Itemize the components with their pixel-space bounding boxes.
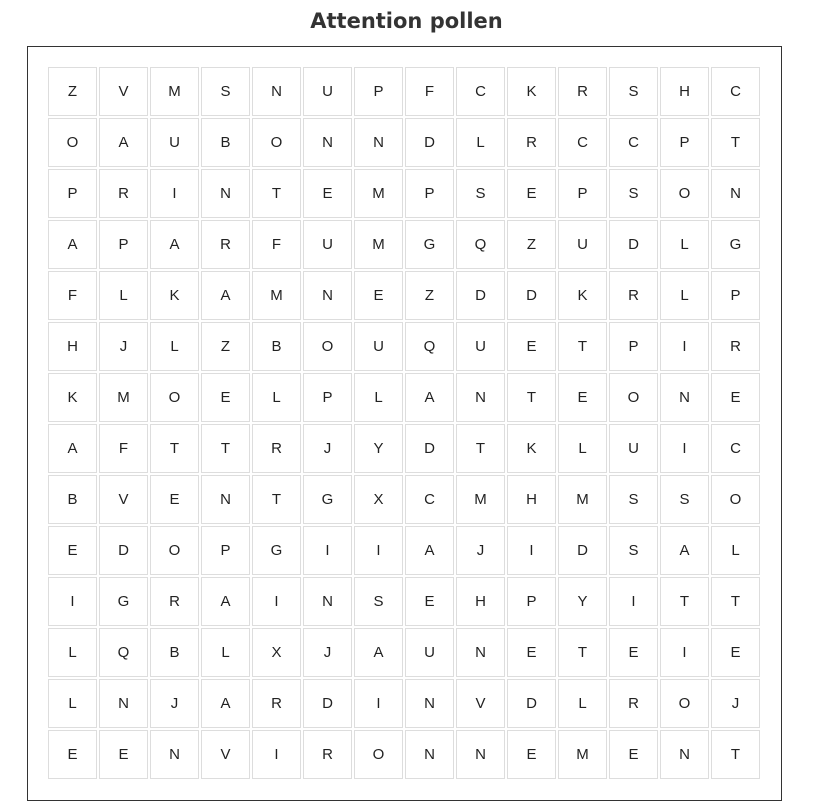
- grid-cell[interactable]: S: [609, 67, 658, 116]
- grid-cell[interactable]: T: [711, 577, 760, 626]
- grid-cell[interactable]: N: [303, 271, 352, 320]
- grid-cell[interactable]: L: [711, 526, 760, 575]
- grid-cell[interactable]: I: [252, 730, 301, 779]
- grid-cell[interactable]: D: [99, 526, 148, 575]
- grid-cell[interactable]: O: [150, 526, 199, 575]
- grid-cell[interactable]: I: [609, 577, 658, 626]
- grid-cell[interactable]: M: [252, 271, 301, 320]
- grid-cell[interactable]: K: [507, 67, 556, 116]
- grid-cell[interactable]: T: [711, 730, 760, 779]
- grid-cell[interactable]: J: [456, 526, 505, 575]
- grid-cell[interactable]: O: [252, 118, 301, 167]
- grid-cell[interactable]: H: [48, 322, 97, 371]
- grid-cell[interactable]: P: [558, 169, 607, 218]
- grid-cell[interactable]: R: [507, 118, 556, 167]
- grid-cell[interactable]: G: [405, 220, 454, 269]
- grid-cell[interactable]: E: [609, 730, 658, 779]
- grid-cell[interactable]: P: [48, 169, 97, 218]
- grid-cell[interactable]: U: [354, 322, 403, 371]
- grid-cell[interactable]: E: [711, 628, 760, 677]
- grid-cell[interactable]: O: [609, 373, 658, 422]
- grid-cell[interactable]: I: [48, 577, 97, 626]
- grid-cell[interactable]: P: [201, 526, 250, 575]
- grid-cell[interactable]: T: [150, 424, 199, 473]
- grid-cell[interactable]: P: [99, 220, 148, 269]
- grid-cell[interactable]: S: [354, 577, 403, 626]
- grid-cell[interactable]: N: [456, 730, 505, 779]
- grid-cell[interactable]: K: [558, 271, 607, 320]
- grid-cell[interactable]: O: [660, 679, 709, 728]
- grid-cell[interactable]: N: [354, 118, 403, 167]
- grid-cell[interactable]: B: [252, 322, 301, 371]
- grid-cell[interactable]: S: [609, 169, 658, 218]
- grid-cell[interactable]: A: [150, 220, 199, 269]
- grid-cell[interactable]: G: [252, 526, 301, 575]
- grid-cell[interactable]: Q: [99, 628, 148, 677]
- grid-cell[interactable]: T: [660, 577, 709, 626]
- grid-cell[interactable]: A: [201, 577, 250, 626]
- grid-cell[interactable]: E: [201, 373, 250, 422]
- grid-cell[interactable]: V: [201, 730, 250, 779]
- grid-cell[interactable]: Q: [456, 220, 505, 269]
- grid-cell[interactable]: L: [558, 424, 607, 473]
- grid-cell[interactable]: A: [405, 373, 454, 422]
- grid-cell[interactable]: N: [456, 373, 505, 422]
- grid-cell[interactable]: I: [660, 424, 709, 473]
- grid-cell[interactable]: M: [99, 373, 148, 422]
- grid-cell[interactable]: C: [405, 475, 454, 524]
- grid-cell[interactable]: J: [150, 679, 199, 728]
- grid-cell[interactable]: S: [609, 475, 658, 524]
- grid-cell[interactable]: I: [660, 322, 709, 371]
- grid-cell[interactable]: D: [303, 679, 352, 728]
- grid-cell[interactable]: O: [150, 373, 199, 422]
- grid-cell[interactable]: R: [558, 67, 607, 116]
- grid-cell[interactable]: R: [201, 220, 250, 269]
- grid-cell[interactable]: O: [354, 730, 403, 779]
- grid-cell[interactable]: J: [711, 679, 760, 728]
- grid-cell[interactable]: O: [303, 322, 352, 371]
- grid-cell[interactable]: N: [405, 679, 454, 728]
- grid-cell[interactable]: K: [48, 373, 97, 422]
- grid-cell[interactable]: N: [303, 118, 352, 167]
- grid-cell[interactable]: M: [558, 475, 607, 524]
- grid-cell[interactable]: K: [150, 271, 199, 320]
- grid-cell[interactable]: Y: [354, 424, 403, 473]
- grid-cell[interactable]: E: [711, 373, 760, 422]
- grid-cell[interactable]: I: [252, 577, 301, 626]
- grid-cell[interactable]: L: [660, 220, 709, 269]
- grid-cell[interactable]: D: [456, 271, 505, 320]
- grid-cell[interactable]: N: [201, 475, 250, 524]
- grid-cell[interactable]: O: [660, 169, 709, 218]
- grid-cell[interactable]: M: [150, 67, 199, 116]
- grid-cell[interactable]: B: [48, 475, 97, 524]
- grid-cell[interactable]: V: [99, 475, 148, 524]
- grid-cell[interactable]: G: [303, 475, 352, 524]
- grid-cell[interactable]: P: [405, 169, 454, 218]
- grid-cell[interactable]: E: [507, 322, 556, 371]
- grid-cell[interactable]: V: [456, 679, 505, 728]
- grid-cell[interactable]: A: [405, 526, 454, 575]
- grid-cell[interactable]: P: [711, 271, 760, 320]
- grid-cell[interactable]: Z: [201, 322, 250, 371]
- grid-cell[interactable]: I: [150, 169, 199, 218]
- grid-cell[interactable]: I: [354, 679, 403, 728]
- grid-cell[interactable]: T: [252, 475, 301, 524]
- grid-cell[interactable]: A: [660, 526, 709, 575]
- grid-cell[interactable]: P: [354, 67, 403, 116]
- grid-cell[interactable]: D: [405, 424, 454, 473]
- grid-cell[interactable]: Y: [558, 577, 607, 626]
- grid-cell[interactable]: C: [456, 67, 505, 116]
- grid-cell[interactable]: R: [711, 322, 760, 371]
- grid-cell[interactable]: I: [660, 628, 709, 677]
- grid-cell[interactable]: L: [660, 271, 709, 320]
- grid-cell[interactable]: O: [48, 118, 97, 167]
- grid-cell[interactable]: F: [99, 424, 148, 473]
- grid-cell[interactable]: J: [99, 322, 148, 371]
- grid-cell[interactable]: T: [711, 118, 760, 167]
- grid-cell[interactable]: L: [252, 373, 301, 422]
- grid-cell[interactable]: G: [99, 577, 148, 626]
- grid-cell[interactable]: C: [558, 118, 607, 167]
- grid-cell[interactable]: E: [303, 169, 352, 218]
- grid-cell[interactable]: T: [252, 169, 301, 218]
- grid-cell[interactable]: R: [99, 169, 148, 218]
- grid-cell[interactable]: L: [558, 679, 607, 728]
- puzzle-title: Attention pollen: [310, 9, 503, 33]
- grid-cell[interactable]: D: [558, 526, 607, 575]
- grid-cell[interactable]: A: [354, 628, 403, 677]
- grid-cell[interactable]: R: [252, 679, 301, 728]
- grid-cell[interactable]: S: [456, 169, 505, 218]
- grid-cell[interactable]: N: [99, 679, 148, 728]
- letter-grid: [48, 67, 760, 779]
- grid-cell[interactable]: N: [150, 730, 199, 779]
- grid-cell[interactable]: E: [405, 577, 454, 626]
- grid-cell[interactable]: B: [201, 118, 250, 167]
- grid-cell[interactable]: M: [456, 475, 505, 524]
- grid-cell[interactable]: L: [354, 373, 403, 422]
- grid-cell[interactable]: J: [303, 424, 352, 473]
- grid-cell[interactable]: L: [201, 628, 250, 677]
- grid-cell[interactable]: P: [660, 118, 709, 167]
- grid-cell[interactable]: N: [456, 628, 505, 677]
- grid-cell[interactable]: A: [48, 424, 97, 473]
- grid-cell[interactable]: M: [558, 730, 607, 779]
- grid-cell[interactable]: P: [303, 373, 352, 422]
- grid-cell[interactable]: U: [405, 628, 454, 677]
- grid-cell[interactable]: R: [252, 424, 301, 473]
- grid-cell[interactable]: N: [405, 730, 454, 779]
- grid-cell[interactable]: L: [48, 628, 97, 677]
- grid-cell[interactable]: T: [456, 424, 505, 473]
- grid-cell[interactable]: N: [660, 730, 709, 779]
- grid-cell[interactable]: L: [99, 271, 148, 320]
- grid-cell[interactable]: R: [609, 679, 658, 728]
- grid-cell[interactable]: T: [558, 628, 607, 677]
- grid-cell[interactable]: K: [507, 424, 556, 473]
- grid-cell[interactable]: T: [201, 424, 250, 473]
- grid-cell[interactable]: T: [507, 373, 556, 422]
- grid-cell[interactable]: A: [201, 679, 250, 728]
- grid-cell[interactable]: X: [354, 475, 403, 524]
- grid-cell[interactable]: T: [558, 322, 607, 371]
- grid-cell[interactable]: D: [609, 220, 658, 269]
- grid-cell[interactable]: E: [354, 271, 403, 320]
- grid-cell[interactable]: S: [201, 67, 250, 116]
- grid-cell[interactable]: F: [405, 67, 454, 116]
- grid-cell[interactable]: P: [507, 577, 556, 626]
- grid-cell[interactable]: U: [609, 424, 658, 473]
- grid-cell[interactable]: U: [456, 322, 505, 371]
- grid-cell[interactable]: C: [609, 118, 658, 167]
- grid-cell[interactable]: B: [150, 628, 199, 677]
- grid-cell[interactable]: S: [609, 526, 658, 575]
- grid-cell[interactable]: Z: [48, 67, 97, 116]
- grid-cell[interactable]: P: [609, 322, 658, 371]
- grid-cell[interactable]: U: [303, 220, 352, 269]
- grid-cell[interactable]: M: [354, 169, 403, 218]
- grid-cell[interactable]: R: [150, 577, 199, 626]
- grid-cell[interactable]: C: [711, 424, 760, 473]
- grid-cell[interactable]: N: [660, 373, 709, 422]
- grid-cell[interactable]: I: [303, 526, 352, 575]
- grid-cell[interactable]: U: [150, 118, 199, 167]
- grid-cell[interactable]: D: [405, 118, 454, 167]
- grid-cell[interactable]: Z: [405, 271, 454, 320]
- grid-cell[interactable]: O: [711, 475, 760, 524]
- grid-cell[interactable]: N: [201, 169, 250, 218]
- grid-cell[interactable]: V: [99, 67, 148, 116]
- grid-cell[interactable]: E: [507, 628, 556, 677]
- grid-cell[interactable]: L: [456, 118, 505, 167]
- grid-cell[interactable]: N: [303, 577, 352, 626]
- grid-cell[interactable]: U: [558, 220, 607, 269]
- grid-cell[interactable]: L: [150, 322, 199, 371]
- grid-cell[interactable]: E: [48, 730, 97, 779]
- grid-cell[interactable]: C: [711, 67, 760, 116]
- grid-cell[interactable]: D: [507, 679, 556, 728]
- grid-cell[interactable]: H: [456, 577, 505, 626]
- grid-cell[interactable]: H: [660, 67, 709, 116]
- grid-cell[interactable]: I: [354, 526, 403, 575]
- grid-cell[interactable]: X: [252, 628, 301, 677]
- grid-cell[interactable]: D: [507, 271, 556, 320]
- grid-cell[interactable]: E: [150, 475, 199, 524]
- grid-cell[interactable]: E: [609, 628, 658, 677]
- grid-cell[interactable]: E: [558, 373, 607, 422]
- grid-cell[interactable]: A: [201, 271, 250, 320]
- grid-cell[interactable]: N: [711, 169, 760, 218]
- grid-cell[interactable]: S: [660, 475, 709, 524]
- grid-cell[interactable]: F: [252, 220, 301, 269]
- grid-cell[interactable]: F: [48, 271, 97, 320]
- grid-cell[interactable]: E: [507, 169, 556, 218]
- grid-cell[interactable]: L: [48, 679, 97, 728]
- grid-cell[interactable]: U: [303, 67, 352, 116]
- grid-cell[interactable]: I: [507, 526, 556, 575]
- grid-cell[interactable]: N: [252, 67, 301, 116]
- grid-cell[interactable]: A: [99, 118, 148, 167]
- grid-cell[interactable]: E: [48, 526, 97, 575]
- grid-cell[interactable]: Z: [507, 220, 556, 269]
- grid-cell[interactable]: E: [507, 730, 556, 779]
- grid-cell[interactable]: H: [507, 475, 556, 524]
- grid-cell[interactable]: G: [711, 220, 760, 269]
- grid-cell[interactable]: R: [609, 271, 658, 320]
- grid-cell[interactable]: Q: [405, 322, 454, 371]
- grid-cell[interactable]: A: [48, 220, 97, 269]
- grid-cell[interactable]: M: [354, 220, 403, 269]
- grid-cell[interactable]: E: [99, 730, 148, 779]
- grid-cell[interactable]: J: [303, 628, 352, 677]
- grid-cell[interactable]: R: [303, 730, 352, 779]
